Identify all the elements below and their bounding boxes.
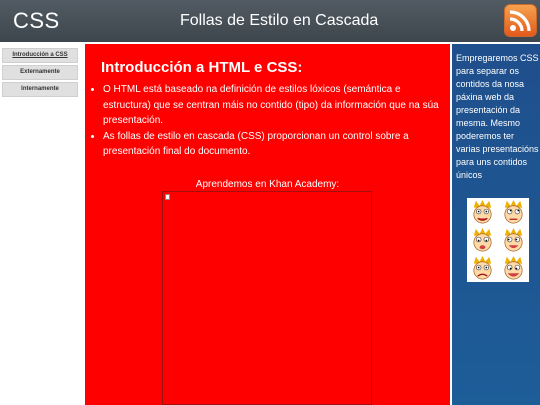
intro-list	[91, 82, 443, 160]
sidebar-item-introduccion[interactable]: Introducción a CSS	[2, 48, 78, 63]
face-icon	[468, 227, 497, 253]
sidebar-item-internamente[interactable]: Internamente	[2, 82, 78, 97]
broken-image-icon	[165, 194, 170, 200]
list-item: • As follas de estilo en cascada (CSS) proporcionan un control sobre a presentación final do documento.	[103, 129, 443, 160]
right-sidebar	[452, 44, 540, 405]
header-bar	[0, 0, 540, 42]
site-logo[interactable]: CSS	[13, 8, 60, 33]
face-icon	[468, 199, 497, 225]
main-content	[85, 44, 450, 405]
face-icon	[499, 255, 528, 281]
face-icon	[499, 227, 528, 253]
rss-icon[interactable]	[504, 4, 537, 37]
sidebar-item-externamente[interactable]: Externamente	[2, 65, 78, 80]
face-icon	[499, 199, 528, 225]
aside-text: Empregaremos CSS para separar os contidos da nosa páxina web da presentación da mesma. Mesmo poderemos ter varias presentacións para uns contidos únicos	[456, 53, 539, 180]
list-item: • O HTML está baseado na definición de estilos lóxicos (semántica e estructura) que se centran máis no contido (tipo) da información que na súa presentación.	[103, 82, 443, 129]
video-caption: Aprendemos en Khan Academy:	[195, 179, 340, 190]
face-icon	[468, 255, 497, 281]
video-embed-frame[interactable]	[162, 191, 372, 405]
cartoon-faces-image	[467, 198, 529, 282]
page-heading: Introducción a HTML e CSS:	[101, 59, 303, 76]
site-title: Follas de Estilo en Cascada	[180, 12, 379, 29]
sidebar-nav	[0, 42, 84, 405]
